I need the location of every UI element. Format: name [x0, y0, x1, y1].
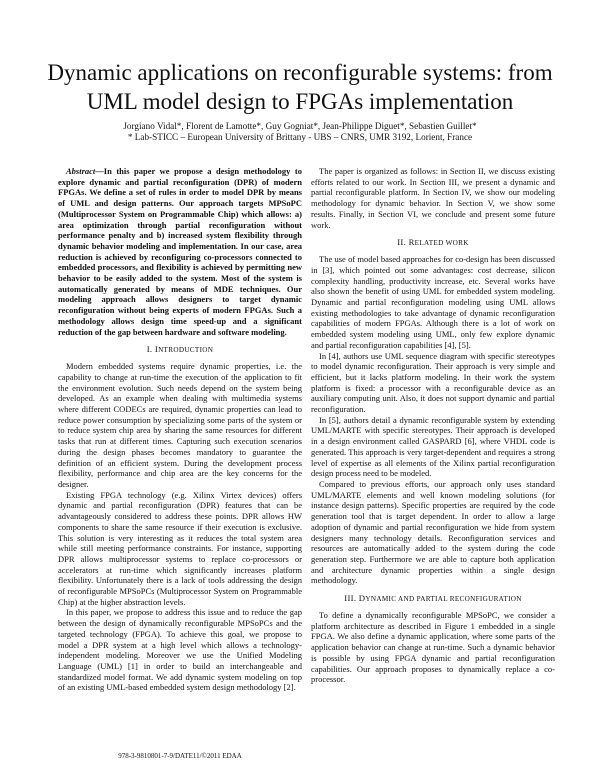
paragraph: Existing FPGA technology (e.g. Xilinx Virtex devices) offers dynamic and partial reconfiguration (DPR) features that can be advantageously considered to address these points. DPR allows HW components to share the same resource if their execution is exclusive. This solution is very interesting as it reduces the total system area while still meeting performance constraints. For instance, supporting DPR allows multiprocessor systems to replace co-processors or accelerators at run-time which significantly increases platform flexibility. Unfortunately there is a lack of tools addressing the design of reconfigurable MPSoPCs (Multiprocessor System on Programmable Chip) at the higher abstraction levels.: [58, 489, 302, 607]
paragraph: To define a dynamically reconfigurable MPSoPC, we consider a platform architecture as described in Figure 1 embedded in a single FPGA. We also define a dynamic application, where some parts of the application behavior can change at run-time. Such a dynamic behavior is possible by using FPGA dynamic and partial reconfiguration capabilities. Our approach proposes to dynamically replace a co-processor.: [311, 610, 555, 685]
abstract-text: —In this paper we propose a design methodology to explore dynamic and partial reconfiguration (DPR) of modern FPGAs. We define a set of rules in order to model DPR by means of UML and design patterns. Our approach targets MPSoPC (Multiprocessor System on Programmable Chip) which allows: a) area optimization through partial reconfiguration without performance penalty and b) increased system flexibility through dynamic behavior modeling and implementation. In our case, area reduction is achieved by reconfiguring co-processors connected to embedded processors, and flexibility is achieved by permitting new behavior to be easily added to the system. Most of the system is automatically generated by means of MDE techniques. Our modeling approach allows designers to target dynamic reconfiguration without being experts of modern FPGAs. Such a methodology allows design time speed-up and a significant reduction of the gap between hardware and software modeling.: [58, 166, 302, 337]
paragraph: In [4], authors use UML sequence diagram with specific stereotypes to model dynamic reconfiguration. Their approach is very simple and efficient, but it lacks platform modeling. In their work the system platform is fixed: a processor with a reconfigurable device as an auxiliary computing unit. Also, it does not support dynamic and partial reconfiguration.: [311, 350, 555, 415]
paragraph: The use of model based approaches for co-design has been discussed in [3], which pointed out some advantages: cost decrease, silicon complexity handling, productivity increase, etc. Several works have also shown the benefit of using UML for embedded system modeling. Dynamic and partial reconfiguration modeling using UML allows existing methodologies to take advantage of dynamic reconfiguration capabilities of modern FPGAs. Although there is a lot of work on embedded system modeling using UML, only few explore dynamic and partial reconfiguration capabilities [4], [5].: [311, 254, 555, 350]
section-heading-dynamic-reconfiguration: [311, 593, 555, 605]
section-number: III. D: [344, 593, 366, 604]
left-column: [58, 166, 302, 693]
copyright-footer: 978-3-9810801-7-9/DATE11/©2011 EDAA: [118, 752, 242, 760]
abstract-lead: Abstract: [66, 166, 96, 176]
section-title: ELATED WORK: [414, 239, 469, 248]
section-heading-introduction: [58, 344, 302, 356]
paragraph: In [5], authors detail a dynamic reconfigurable system by extending UML/MARTE with specific stereotypes. Their approach is developed in a design environment called GASPARD [6], where VHDL code is generated. This approach is very target-dependent and requires a strong level of expertise as all elements of the Xilinx partial reconfiguration design process need to be modeled.: [311, 414, 555, 479]
paragraph: The paper is organized as follows: in Section II, we discuss existing efforts related to our work. In Section III, we present a dynamic and partial reconfigurable platform. In Section IV, we show our modeling methodology for dynamic behavior. In Section V, we show some results. Finally, in Section VI, we conclude and present some future work.: [311, 166, 555, 230]
section-heading-related-work: [311, 237, 555, 249]
author-list: Jorgiano Vidal*, Florent de Lamotte*, Guy Gogniat*, Jean-Philippe Diguet*, Sebastien Guillet*: [123, 121, 477, 131]
section-number: I. I: [146, 344, 159, 355]
section-number: II. R: [397, 237, 415, 248]
section-title: NTRODUCTION: [158, 346, 214, 355]
right-column: [311, 166, 555, 685]
paragraph: Compared to previous efforts, our approach only uses standard UML/MARTE elements and well known modeling solutions (for instance design patterns). Specific properties are required by the code generation tool that is target dependent. In order to allow a large adoption of dynamic and partial reconfiguration we hide from system designers many technology details. Reconfiguration services and resources are automatically added to the system during the code generation step. Furthermore we are able to capture both application and architecture dynamic properties within a single design methodology.: [311, 478, 555, 586]
abstract: [58, 166, 302, 337]
affiliation: * Lab-STICC – European University of Brittany - UBS – CNRS, UMR 3192, Lorient, France: [127, 132, 473, 142]
paragraph: In this paper, we propose to address this issue and to reduce the gap between the design of dynamically reconfigurable MPSoPCs and the targeted technology (FPGA). To achieve this goal, we propose to model a DPR system at a high level which allows a technology-independent modeling. Moreover we use the Unified Modeling Language (UML) [1] in order to build an interchangeable and standardized model format. We add dynamic system modeling on top of an existing UML-based embedded system design methodology [2].: [58, 607, 302, 693]
paper-title: Dynamic applications on reconfigurable systems: from UML model design to FPGAs implementation: [47, 60, 553, 114]
section-title: YNAMIC AND PARTIAL RECONFIGURATION: [365, 595, 522, 604]
paragraph: Modern embedded systems require dynamic properties, i.e. the capability to change at run-time the execution of the application to fit the environment evolution. Such needs depend on the system being developed. As an example when dealing with multimedia systems where different CODECs are required, dynamic properties can lead to reduce power consumption by specializing some parts of the system or to reduce system chip area by sharing the same resources for different tasks that run at different times. Capturing such execution scenarios during the design phases becomes mandatory to guarantee the definition of an efficient system. During the development process flexibility, performance and chip area are the key concerns for the designer.: [58, 361, 302, 489]
